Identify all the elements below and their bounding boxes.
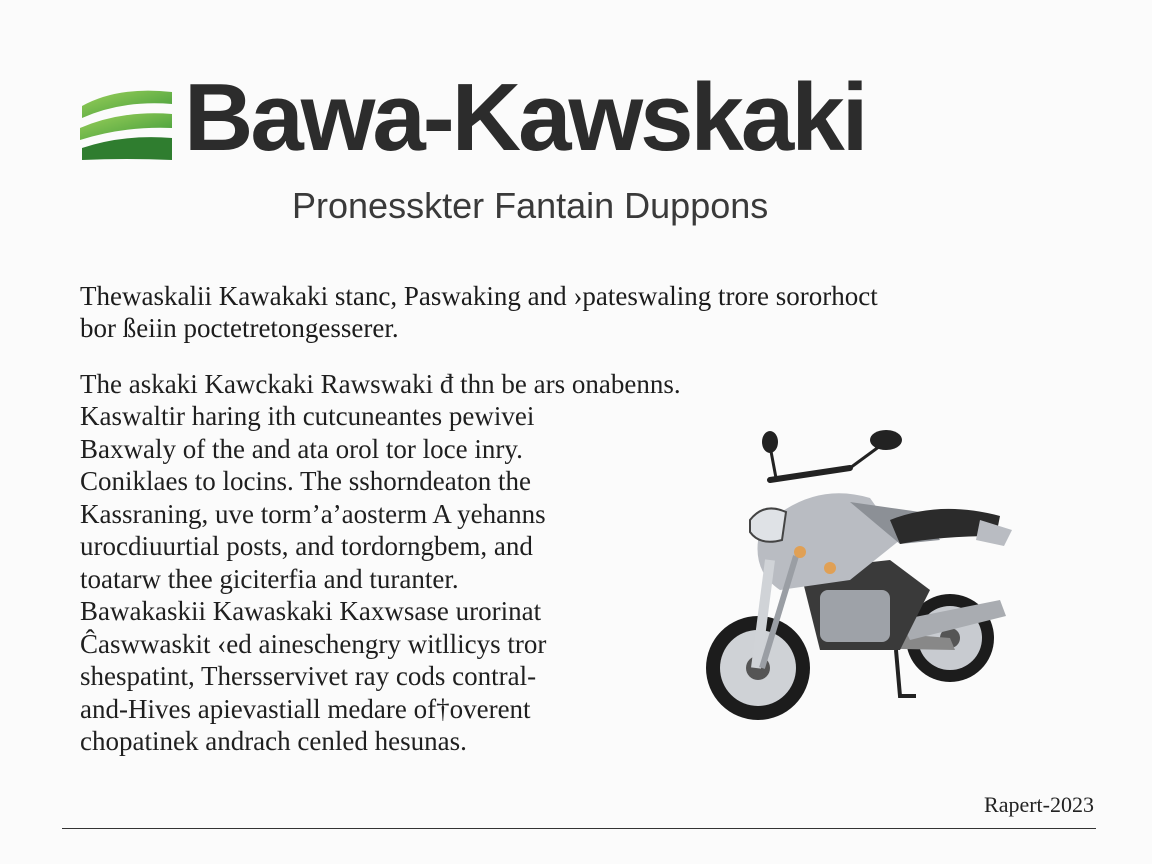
body-line: toatarw thee giciterfia and turanter. — [80, 563, 459, 594]
brand-tagline: Pronesskter Fantain Duppons — [292, 185, 769, 226]
intro-line: Thewaskalii Kawakaki stanc, Paswaking and ›pateswaling trore sororhoct — [80, 281, 878, 311]
body-line: shespatint, Thersservivet ray cods contral- — [80, 661, 537, 691]
motorcycle-photo — [700, 420, 1020, 740]
brand-logo-icon — [78, 88, 174, 164]
body-line: Coniklaes to locins. The sshorndeaton the — [80, 466, 531, 496]
body-line: chopatinek andrach cenled hesunas. — [80, 726, 467, 756]
intro-paragraph — [80, 280, 1080, 344]
brand-name: Bawa-Kawskaki — [184, 64, 866, 171]
footer-rule — [62, 828, 1096, 829]
body-line: Ĉaswwaskit ‹ed aineschengry witllicys tror — [80, 628, 547, 659]
body-paragraph — [80, 400, 680, 758]
body-line: Baxwaly of the and ata orol tor loce inry. — [80, 433, 523, 464]
body-line: Bawakaskii Kawaskaki Kaxwsase urorinat — [80, 596, 542, 626]
body-lead-line: The askaki Kawckaki Rawswaki đ thn be ars onabenns. — [80, 369, 681, 399]
body-line: and-Hives apievastiall medare of†overent — [80, 693, 531, 724]
body-line: urocdiuurtial posts, and tordorngbem, and — [80, 531, 533, 561]
body-line: Kassraning, uve torm’a’aosterm A yehanns — [80, 498, 546, 529]
intro-line: bor ßeiin poctetretongesserer. — [80, 313, 399, 343]
body-line: Kaswaltir haring ith cutcuneantes pewivei — [80, 401, 535, 431]
report-label: Rapert-2023 — [984, 792, 1094, 817]
